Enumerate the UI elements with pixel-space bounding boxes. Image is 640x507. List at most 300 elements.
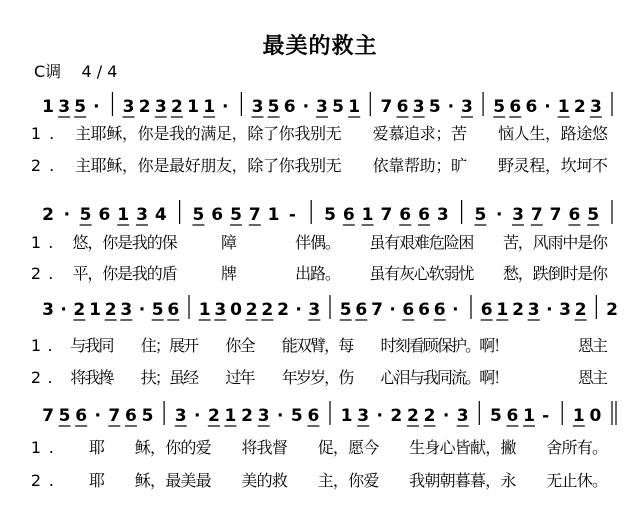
note-digit: 6 <box>283 97 296 117</box>
lyric-char: 障 <box>220 233 237 252</box>
lyric-char: 有 <box>576 438 593 457</box>
dot-mark: · <box>60 300 67 320</box>
lyric-char: 的 <box>180 438 197 457</box>
lyric-char: 展 <box>169 336 186 355</box>
note-digit: 6 <box>399 205 412 225</box>
lyric-char: ， <box>324 368 341 387</box>
lyric-line-verse1-system3 <box>0 335 640 357</box>
lyric-char: 恼 <box>498 124 515 143</box>
lyric-char: 是 <box>117 233 134 252</box>
lyric-char: 美 <box>180 471 197 490</box>
lyric-char: 搀 <box>98 368 115 387</box>
note-digit: 3 <box>512 205 524 225</box>
lyric-char: 最 <box>169 156 186 175</box>
lyric-char: 足 <box>216 124 233 143</box>
lyric-char: 撇 <box>500 438 517 457</box>
lyric-char: 有 <box>384 233 401 252</box>
note-digit: 2 <box>407 406 419 426</box>
lyric-char: 我 <box>169 124 186 143</box>
lyric-char: 休 <box>576 471 593 490</box>
lyric-char: 坎 <box>560 156 577 175</box>
note-digit: 6 <box>125 406 137 426</box>
lyric-char: 耶 <box>90 156 107 175</box>
lyric-char: 牌 <box>220 264 237 283</box>
note-digit: 6 <box>396 97 409 117</box>
lyric-char: 年 <box>239 368 256 387</box>
note-digit: 3 <box>257 406 270 426</box>
note-digit: 1 <box>89 300 101 320</box>
note-digit: 3 <box>527 300 540 320</box>
dot-mark: · <box>389 300 396 320</box>
lyric-line-verse1-system1 <box>0 123 640 145</box>
lyric-char: 灵 <box>513 156 530 175</box>
lyric-char: ！ <box>493 368 510 387</box>
note-digit: 3 <box>120 300 133 320</box>
note-digit: 7 <box>380 205 393 225</box>
dot-mark: · <box>302 97 310 117</box>
lyric-char: 2 <box>30 156 42 175</box>
note-digit: 3 <box>308 300 321 320</box>
lyric-char: 跌 <box>532 264 549 283</box>
lyric-char: 朋 <box>200 156 217 175</box>
lyric-char: 生 <box>529 124 546 143</box>
note-digit: 1 <box>348 97 361 117</box>
lyric-char: 追 <box>404 124 421 143</box>
lyric-char: 偶 <box>310 233 327 252</box>
lyric-char: 你 <box>592 264 609 283</box>
note-digit: 2 <box>104 300 117 320</box>
lyric-char: 的 <box>184 124 201 143</box>
lyric-char: 每 <box>338 336 355 355</box>
lyric-char: 虽 <box>369 233 386 252</box>
note-digit: 5 <box>74 97 87 117</box>
dot-mark: · <box>93 97 100 117</box>
note-digit: 2 <box>138 97 151 117</box>
note-digit: 2 <box>73 300 86 320</box>
lyric-char: 皆 <box>454 438 471 457</box>
note-digit: 7 <box>380 97 393 117</box>
note-digit: 3 <box>461 97 473 117</box>
lyric-char: 2 <box>30 264 42 283</box>
lyric-char: ， <box>231 124 248 143</box>
note-digit: 6 <box>211 205 224 225</box>
lyric-char: ， <box>545 156 562 175</box>
dot-mark: · <box>295 300 302 320</box>
dot-mark: · <box>495 205 503 225</box>
note-digit: 6 <box>480 300 493 320</box>
lyric-char: 无 <box>546 471 563 490</box>
note-digit: 6 <box>75 406 88 426</box>
lyric-char: 悠 <box>592 124 609 143</box>
lyric-char: 平 <box>72 264 89 283</box>
note-digit: 2 <box>512 300 524 320</box>
lyric-char: 主 <box>592 336 609 355</box>
lyric-char: 1 <box>30 233 42 252</box>
lyric-line-verse2-system2 <box>0 263 640 285</box>
lyric-char: 主 <box>592 368 609 387</box>
lyric-char: 1 <box>30 438 42 457</box>
lyric-char: 雨 <box>547 233 564 252</box>
note-digit: 3 <box>58 97 71 117</box>
lyric-char: 是 <box>577 233 594 252</box>
lyric-char: . <box>48 233 54 252</box>
lyric-char: 时 <box>562 264 579 283</box>
dot-mark: · <box>546 300 553 320</box>
lyric-char: ， <box>485 438 502 457</box>
lyric-char: 朝 <box>424 471 441 490</box>
lyric-char: 旷 <box>451 156 468 175</box>
lyric-char: 。 <box>324 233 341 252</box>
lyric-char: 主 <box>317 471 334 490</box>
lyric-char: 你 <box>278 124 295 143</box>
lyric-char: 险 <box>443 233 460 252</box>
lyric-char: . <box>48 438 54 457</box>
lyric-line-verse1-system2 <box>0 232 640 254</box>
note-digit: 5 <box>79 205 92 225</box>
lyric-char: ， <box>149 471 166 490</box>
lyric-char: 啊 <box>479 368 496 387</box>
lyric-char: 除 <box>247 156 264 175</box>
dot-mark: · <box>544 97 551 117</box>
lyric-char: 稣 <box>106 156 123 175</box>
lyric-char: 心 <box>413 264 430 283</box>
note-digit: 2 <box>241 406 253 426</box>
lyric-char: 主 <box>75 156 92 175</box>
note-digit: 2 <box>573 97 586 117</box>
lyric-char: 了 <box>263 124 280 143</box>
lyric-char: 今 <box>363 438 380 457</box>
lyric-char: 是 <box>153 156 170 175</box>
note-digit: 1 <box>203 97 216 117</box>
dot-mark: · <box>442 406 450 426</box>
key-label: C调 <box>34 62 62 81</box>
lyric-char: 困 <box>458 233 475 252</box>
lyric-char: 途 <box>576 124 593 143</box>
lyric-char: 稣 <box>106 124 123 143</box>
lyric-char: 出 <box>295 264 312 283</box>
note-digit: 3 <box>559 300 571 320</box>
note-digit: 6 <box>402 300 415 320</box>
note-digit: 6 <box>307 406 320 426</box>
lyric-char: ， <box>517 233 534 252</box>
lyric-char: 风 <box>532 233 549 252</box>
note-digit: 7 <box>371 300 383 320</box>
lyric-char: 耶 <box>90 124 107 143</box>
lyric-char: ！ <box>493 336 510 355</box>
lyric-char: . <box>47 368 53 387</box>
lyric-char: 全 <box>239 336 256 355</box>
note-digit: 6 <box>342 205 355 225</box>
note-digit: 3 <box>136 205 148 225</box>
note-digit: 3 <box>316 97 328 117</box>
lyric-char: 靠 <box>388 156 405 175</box>
note-digit: 3 <box>154 97 167 117</box>
lyric-char: 有 <box>384 264 401 283</box>
lyric-char: ； <box>435 124 452 143</box>
lyric-char: 暮 <box>454 471 471 490</box>
note-digit: 7 <box>549 205 562 225</box>
lyric-char: 伤 <box>338 368 355 387</box>
dot-mark: · <box>138 300 146 320</box>
lyric-char: 保 <box>436 336 453 355</box>
lyric-char: 的 <box>146 233 163 252</box>
note-digit: 7 <box>108 406 121 426</box>
note-digit: 6 <box>418 205 430 225</box>
note-digit: 3 <box>122 97 135 117</box>
lyric-char: 美 <box>241 471 258 490</box>
lyric-char: 耶 <box>88 471 105 490</box>
lyric-char: 1 <box>30 336 42 355</box>
note-digit: 5 <box>141 406 154 426</box>
lyric-char: 我 <box>256 438 273 457</box>
note-digit: 2 <box>423 406 436 426</box>
lyric-char: ； <box>154 336 171 355</box>
note-digit: 1 <box>267 205 280 225</box>
note-digit: 1 <box>198 300 211 320</box>
lyric-char: 苦 <box>502 233 519 252</box>
lyric-char: 保 <box>161 233 178 252</box>
note-digit: 3 <box>42 300 54 320</box>
lyric-char: 灰 <box>399 264 416 283</box>
lyric-char: 忧 <box>458 264 475 283</box>
lyric-char: 我 <box>84 336 101 355</box>
note-digit: 5 <box>230 205 242 225</box>
note-digit: 6 <box>98 205 111 225</box>
lyric-char: 护 <box>451 336 468 355</box>
dot-mark: · <box>194 406 201 426</box>
lyric-char: 艰 <box>399 233 416 252</box>
lyric-char: 求 <box>419 124 436 143</box>
lyric-char: 将 <box>241 438 258 457</box>
lyric-char: 无 <box>325 124 342 143</box>
lyric-char: 。 <box>592 471 609 490</box>
lyric-char: 路 <box>560 124 577 143</box>
dot-mark: · <box>222 97 229 117</box>
lyric-char: 臂 <box>310 336 327 355</box>
note-digit: 6 <box>568 205 581 225</box>
lyric-char: 你 <box>278 156 295 175</box>
lyric-char: 你 <box>348 471 365 490</box>
note-digit: 5 <box>474 205 487 225</box>
note-digit: 5 <box>332 97 344 117</box>
note-digit: 1 <box>117 205 130 225</box>
lyric-char: 岁 <box>310 368 327 387</box>
lyric-char: 经 <box>183 368 200 387</box>
lyric-char: 弱 <box>443 264 460 283</box>
lyric-char: ， <box>122 124 139 143</box>
lyric-char: 倒 <box>547 264 564 283</box>
lyric-char: 你 <box>137 156 154 175</box>
lyric-char: 你 <box>225 336 242 355</box>
lyric-char: ； <box>435 156 452 175</box>
lyric-char: 住 <box>140 336 157 355</box>
note-digit: 5 <box>339 300 352 320</box>
lyric-char: 恩 <box>577 336 594 355</box>
lyric-char: 人 <box>513 124 530 143</box>
lyric-char: 你 <box>165 438 182 457</box>
lyric-char: 促 <box>317 438 334 457</box>
lyric-char: 稣 <box>134 438 151 457</box>
note-digit: 2 <box>261 300 274 320</box>
note-digit: 5 <box>267 97 280 117</box>
lyric-char: 你 <box>137 124 154 143</box>
lyric-char: 悠 <box>72 233 89 252</box>
lyric-char: 过 <box>225 368 242 387</box>
dot-mark: · <box>376 406 383 426</box>
lyric-char: 身 <box>424 438 441 457</box>
note-digit: 3 <box>412 97 425 117</box>
lyric-char: 。 <box>592 438 609 457</box>
note-digit: 5 <box>290 406 303 426</box>
lyric-char: 与 <box>408 368 425 387</box>
lyric-char: 生 <box>409 438 426 457</box>
lyric-char: 了 <box>263 156 280 175</box>
lyric-char: 能 <box>281 336 298 355</box>
note-digit: 2 <box>170 97 183 117</box>
lyric-char: 2 <box>30 368 42 387</box>
lyric-line-verse2-system1 <box>0 155 640 177</box>
lyric-char: 永 <box>500 471 517 490</box>
lyric-char: 慕 <box>388 124 405 143</box>
note-digit: 3 <box>436 205 449 225</box>
lyric-char: 路 <box>310 264 327 283</box>
lyric-char: . <box>49 156 55 175</box>
note-digit: 3 <box>174 406 187 426</box>
lyric-char: 耶 <box>88 438 105 457</box>
lyric-char: ， <box>324 336 341 355</box>
lyric-char: 岁 <box>295 368 312 387</box>
lyric-char: ， <box>87 264 104 283</box>
lyric-char: ， <box>231 156 248 175</box>
lyric-char: . <box>48 471 54 490</box>
lyric-char: 同 <box>98 336 115 355</box>
note-digit: 4 <box>154 205 167 225</box>
lyric-char: 别 <box>310 124 327 143</box>
lyric-char: 野 <box>498 156 515 175</box>
lyric-char: ， <box>149 438 166 457</box>
note-digit: 1 <box>187 97 199 117</box>
lyric-char: 是 <box>577 264 594 283</box>
lyric-char: 啊 <box>479 336 496 355</box>
lyric-char: 。 <box>465 368 482 387</box>
note-digit: 3 <box>456 406 469 426</box>
lyric-char: 爱 <box>363 471 380 490</box>
lyric-char: 刻 <box>394 336 411 355</box>
note-digit: 7 <box>42 406 54 426</box>
note-digit: 7 <box>248 205 261 225</box>
note-digit: 5 <box>151 300 164 320</box>
lyric-char: 是 <box>117 264 134 283</box>
note-digit: 2 <box>207 406 220 426</box>
note-digit: 7 <box>530 205 543 225</box>
dot-mark: · <box>63 205 71 225</box>
lyric-char: 止 <box>561 471 578 490</box>
lyric-char: 流 <box>451 368 468 387</box>
lyric-char: 同 <box>436 368 453 387</box>
note-digit: 2 <box>574 300 587 320</box>
lyric-char: 愿 <box>348 438 365 457</box>
lyric-char: 心 <box>439 438 456 457</box>
note-digit: 1 <box>361 205 374 225</box>
lyric-char: 舍 <box>546 438 563 457</box>
note-digit: 2 <box>606 300 618 320</box>
note-digit: 6 <box>525 97 538 117</box>
note-digit: 5 <box>324 205 336 225</box>
lyric-char: 开 <box>183 336 200 355</box>
lyric-char: ， <box>87 233 104 252</box>
lyric-char: . <box>47 336 53 355</box>
lyric-char: 心 <box>380 368 397 387</box>
note-digit: 1 <box>557 97 570 117</box>
note-digit: 5 <box>493 97 506 117</box>
lyric-char: 盾 <box>161 264 178 283</box>
note-digit: 2 <box>390 406 403 426</box>
note-digit: 1 <box>340 406 353 426</box>
note-digit: 6 <box>506 406 519 426</box>
lyric-char: 虽 <box>169 368 186 387</box>
extension-dash: - <box>288 205 296 225</box>
lyric-char: 双 <box>295 336 312 355</box>
lyric-char: 。 <box>324 264 341 283</box>
note-digit: 3 <box>589 97 602 117</box>
lyric-char: 我 <box>409 471 426 490</box>
dot-mark: · <box>94 406 101 426</box>
lyric-char: 1 <box>30 124 42 143</box>
time-signature: 4 / 4 <box>81 62 118 81</box>
lyric-char: ， <box>332 471 349 490</box>
lyric-char: 程 <box>529 156 546 175</box>
note-digit: 5 <box>587 205 600 225</box>
lyric-char: 我 <box>422 368 439 387</box>
lyric-line-verse2-system4 <box>0 470 640 492</box>
lyric-char: 年 <box>281 368 298 387</box>
note-digit: 6 <box>509 97 522 117</box>
lyric-line-verse2-system3 <box>0 367 640 389</box>
note-digit: 0 <box>230 300 242 320</box>
note-digit: 1 <box>572 406 585 426</box>
lyric-char: 你 <box>592 233 609 252</box>
lyric-char: . <box>48 264 54 283</box>
lyric-char: 坷 <box>576 156 593 175</box>
note-digit: 0 <box>589 406 602 426</box>
lyric-char: 我 <box>131 264 148 283</box>
lyric-char: 将 <box>70 368 87 387</box>
lyric-char: 献 <box>470 438 487 457</box>
note-digit: 6 <box>433 300 446 320</box>
lyric-char: 恩 <box>577 368 594 387</box>
lyric-char: 虽 <box>369 264 386 283</box>
lyric-char: 我 <box>294 156 311 175</box>
lyric-char: 时 <box>380 336 397 355</box>
lyric-char: 。 <box>465 336 482 355</box>
note-digit: 3 <box>357 406 370 426</box>
lyric-char: 危 <box>428 233 445 252</box>
lyric-char: 你 <box>102 233 119 252</box>
note-digit: 5 <box>428 97 441 117</box>
note-digit: 1 <box>224 406 237 426</box>
dot-mark: · <box>447 97 455 117</box>
lyric-char: 爱 <box>195 438 212 457</box>
lyric-char: 别 <box>310 156 327 175</box>
lyric-char: 你 <box>102 264 119 283</box>
lyric-char: ， <box>485 471 502 490</box>
dot-mark: · <box>277 406 284 426</box>
lyric-char: 好 <box>184 156 201 175</box>
lyric-char: 满 <box>200 124 217 143</box>
note-digit: 6 <box>355 300 368 320</box>
lyric-char: 看 <box>408 336 425 355</box>
lyric-char: 友 <box>216 156 233 175</box>
